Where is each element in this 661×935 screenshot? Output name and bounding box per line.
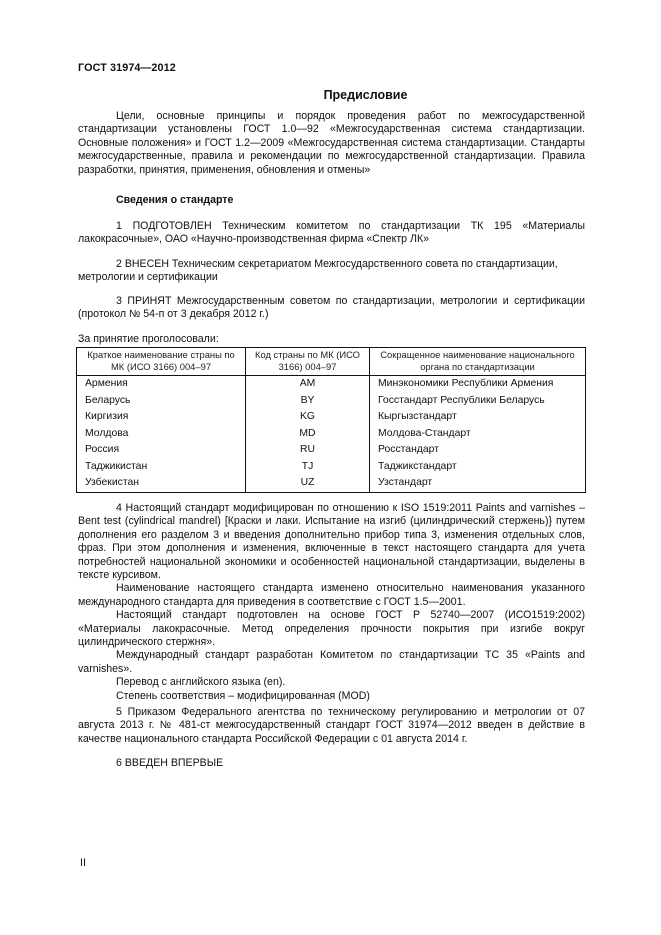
code-cell: UZ	[246, 475, 370, 492]
standards-body-cell: Кыргызстандарт	[370, 409, 586, 426]
country-cell: Беларусь	[77, 393, 246, 410]
section-heading: Сведения о стандарте	[116, 194, 234, 206]
country-cell: Молдова	[77, 426, 246, 443]
country-cell: Россия	[77, 442, 246, 459]
country-cell: Таджикистан	[77, 459, 246, 476]
item-5-text: 5 Приказом Федерального агентства по техническому регулированию и метрологии от 07 августа 2013 г. № 481-ст межгосударственный стандарт ГОСТ 31974—2012 введен в действие в качестве национального стандарта Российской Федерации с 01 августа 2014 г.	[78, 706, 585, 745]
table-row	[77, 409, 586, 426]
standards-body-cell: Узстандарт	[370, 475, 586, 492]
table-row	[77, 426, 586, 443]
document-code-header: ГОСТ 31974—2012	[78, 62, 176, 74]
item-3	[78, 295, 585, 322]
vote-label: За принятие проголосовали:	[78, 333, 219, 345]
column-header-country: Краткое наименование страны по МК (ИСО 3166) 004–97	[77, 348, 246, 376]
code-cell: KG	[246, 409, 370, 426]
standards-body-cell: Росстандарт	[370, 442, 586, 459]
country-cell: Узбекистан	[77, 475, 246, 492]
item-4-paragraph-4: Международный стандарт разработан Комитетом по стандартизации ТС 35 «Paints and varnishes».	[78, 649, 585, 675]
table-row	[77, 376, 586, 393]
table-row	[77, 459, 586, 476]
page-title: Предисловие	[323, 88, 408, 102]
item-6-text: 6 ВВЕДЕН ВПЕРВЫЕ	[116, 757, 224, 769]
standards-body-cell: Минэкономики Республики Армения	[370, 376, 586, 393]
table-row	[77, 442, 586, 459]
standards-body-cell: Молдова-Стандарт	[370, 426, 586, 443]
standards-body-cell: Таджикстандарт	[370, 459, 586, 476]
item-5	[78, 706, 585, 746]
code-cell: AM	[246, 376, 370, 393]
item-4-paragraph-2: Наименование настоящего стандарта изменено относительно наименования указанного международного стандарта для приведения в соответствие с ГОСТ 1.5—2001.	[78, 582, 585, 608]
code-cell: MD	[246, 426, 370, 443]
item-3-text: 3 ПРИНЯТ Межгосударственным советом по стандартизации, метрологии и сертификации (протокол № 54-п от 3 декабря 2012 г.)	[78, 295, 585, 321]
code-cell: RU	[246, 442, 370, 459]
item-6	[78, 757, 585, 770]
table-header-row	[77, 348, 586, 376]
item-2-text: 2 ВНЕСЕН Техническим секретариатом Межгосударственного совета по стандартизации, метрологии и сертификации	[78, 258, 558, 284]
item-1-text: 1 ПОДГОТОВЛЕН Техническим комитетом по стандартизации ТК 195 «Материалы лакокрасочные», ОАО «Научно-производственная фирма «Спектр ЛК»	[78, 220, 585, 246]
column-header-standards-body: Сокращенное наименование национального органа по стандартизации	[370, 348, 586, 376]
standards-body-cell: Госстандарт Республики Беларусь	[370, 393, 586, 410]
country-cell: Армения	[77, 376, 246, 393]
voting-countries-table	[76, 347, 586, 493]
table-row	[77, 393, 586, 410]
table-row	[77, 475, 586, 492]
item-4-paragraph-3: Настоящий стандарт подготовлен на основе ГОСТ Р 52740—2007 (ИСО1519:2002) «Материалы лакокрасочные. Метод определения прочности покрытия при изгибе вокруг цилиндрического стержня».	[78, 609, 585, 649]
item-1	[78, 220, 585, 247]
page-number: II	[80, 857, 87, 869]
item-4-paragraph-1: 4 Настоящий стандарт модифицирован по отношению к ISO 1519:2011 Paints and varnishes – Bent test (cylindrical mandrel) [Краски и лаки. Испытание на изгиб (цилиндрический стержень)} путем дополнения его разделом 3 и введения дополнительно прибор типа 3, изменения отдельных слов, фраз. При этом дополнения и изменения, включенные в текст настоящего стандарта для учета потребностей национальной экономики и особенностей национальной стандартизации, выделены в тексте курсивом.	[78, 502, 585, 582]
column-header-code: Код страны по МК (ИСО 3166) 004–97	[246, 348, 370, 376]
item-4	[78, 502, 585, 703]
item-4-paragraph-5: Перевод с английского языка (en).	[116, 676, 286, 689]
item-4-paragraph-6: Степень соответствия – модифицированная (MOD)	[116, 689, 370, 702]
country-cell: Киргизия	[77, 409, 246, 426]
standard-info-heading-block	[78, 194, 585, 207]
intro-paragraph: Цели, основные принципы и порядок проведения работ по межгосударственной стандартизации установлены ГОСТ 1.0—92 «Межгосударственная система стандартизации. Основные положения» и ГОСТ 1.2—2009 «Межгосударственная система стандартизации. Стандарты межгосударственные, правила и рекомендации по межгосударственной стандартизации. Правила разработки, принятия, применения, обновления и отмены»	[78, 110, 585, 176]
intro-section	[78, 110, 585, 177]
code-cell: BY	[246, 393, 370, 410]
code-cell: TJ	[246, 459, 370, 476]
item-2	[78, 258, 585, 285]
